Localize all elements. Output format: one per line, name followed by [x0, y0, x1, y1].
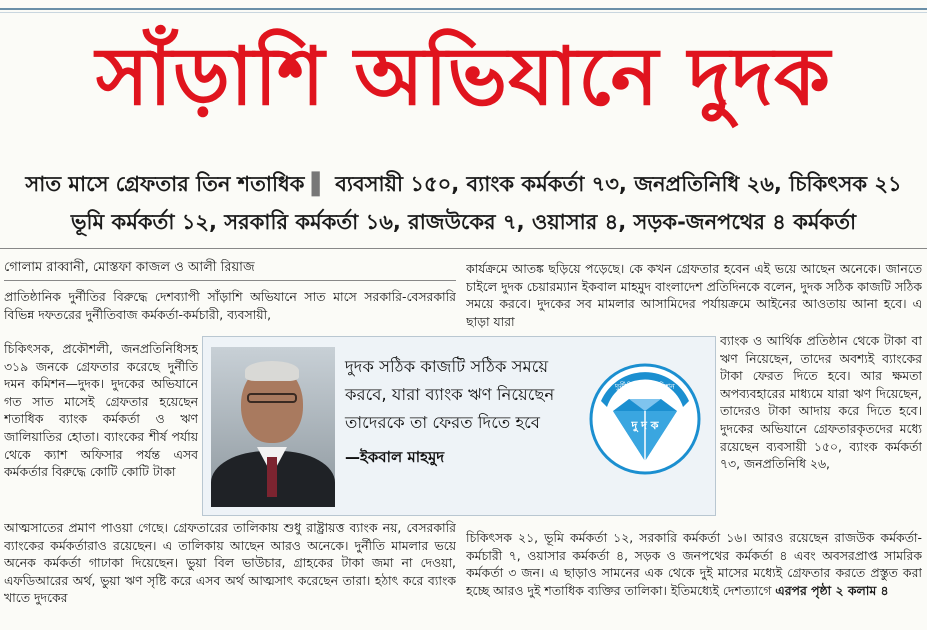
logo-ring-text: দুর্নীতি দমন কমিশন: [615, 382, 675, 391]
continuation-note: এরপর পৃষ্ঠা ২ কলাম ৪: [775, 582, 889, 598]
headline: সাঁড়াশি অভিযানে দুদক: [95, 30, 832, 123]
portrait-photo: [211, 347, 335, 507]
subheadline-line-2: ভূমি কর্মকর্তা ১২, সরকারি কর্মকর্তা ১৬, রাজউকের ৭, ওয়াসার ৪, সড়ক-জনপথের ৪ কর্মকর্তা: [70, 210, 857, 234]
section-rule: [0, 248, 927, 249]
pull-quote-text: দুদক সঠিক কাজটি সঠিক সময়ে করবে, যারা ব্যাংক ঋণ নিয়েছেন তাদেরকে তা ফেরত দিতে হবে: [345, 357, 555, 432]
byline-rule: [4, 280, 456, 281]
subheadline-part-b: ব্যবসায়ী ১৫০, ব্যাংক কর্মকর্তা ৭৩, জনপ্রতিনিধি ২৬, চিকিৎসক ২১: [335, 172, 902, 196]
acc-logo: [587, 349, 703, 499]
pull-quote: [345, 353, 571, 471]
subheadline-line-1: [0, 168, 927, 203]
top-rule: [0, 8, 927, 10]
body-right-top: কার্যক্রমে আতঙ্ক ছড়িয়ে পড়েছে। কে কখন গ্রেফতার হবেন এই ভয়ে আছেন অনেকে। জানতে চাইলে দুদক চেয়ারম্যান ইকবাল মাহমুদ বাংলাদেশ প্রতিদিনকে বলেন, দুদক সঠিক কাজটি সঠিক সময়ে করবে। দুদকের সব মামলার আসামিদের পর্যায়ক্রমে আইনের আওতায় আনা হবে। এ ছাড়া যারা: [466, 261, 922, 329]
body-left-side: চিকিৎসক, প্রকৌশলী, জনপ্রতিনিধিসহ ৩১৯ জনকে গ্রেফতার করেছে দুর্নীতি দমন কমিশন—দুদক। দুদকের অভিযানে গত সাত মাসেই গ্রেফতার হয়েছেন শতাধিক ব্যাংক কর্মকর্তা ও ঋণ জালিয়াতির হোতা। ব্যাংকের শীর্ষ পর্যায় থেকে ক্যাশ অফিসার পর্যন্ত এসব কর্মকর্তার বিরুদ্ধে কোটি কোটি টাকা: [4, 341, 198, 480]
subheadline-part-a: সাত মাসে গ্রেফতার তিন শতাধিক: [25, 172, 305, 196]
top-rule-thin: [0, 12, 927, 13]
body-right-bottom-text: চিকিৎসক ২১, ভূমি কর্মকর্তা ১২, সরকারি কর্মকর্তা ১৬। আরও রয়েছেন রাজউক কর্মকর্তা-কর্মচারী ৭, ওয়াসার কর্মকর্তা ৪, সড়ক ও জনপথের কর্মকর্তা ৪ এবং অবসরপ্রাপ্ত সামরিক কর্মকর্তা ৩ জন। এ ছাড়াও সামনের এক থেকে দুই মাসের মধ্যেই গ্রেফতার করতে প্রস্তুত করা হচ্ছে আরও দুই শতাধিক ব্যক্তির তালিকা। ইতিমধ্যেই দেশত্যাগে: [466, 530, 922, 598]
diamond-logo-icon: [587, 349, 703, 499]
body-right-side: ব্যাংক ও আর্থিক প্রতিষ্ঠান থেকে টাকা বা ঋণ নিয়েছেন, তাদের অবশ্যই ব্যাংকের টাকা ফেরত দিতে হবে। আর ক্ষমতা অপব্যবহারের মাধ্যমে যারা ঋণ দিয়েছেন, তাদেরও টাকা আদায় করে দিতে হবে। দুদকের অভিযানে গ্রেফতারকৃতদের মধ্যে রয়েছেন ব্যবসায়ী ১৫০, ব্যাংক কর্মকর্তা ৭৩, জনপ্রতিনিধি ২৬,: [720, 333, 922, 472]
body-left-top: প্রাতিষ্ঠানিক দুর্নীতির বিরুদ্ধে দেশব্যাপী সাঁড়াশি অভিযানে সাত মাসে সরকারি-বেসরকারি বিভিন্ন দফতরের দুর্নীতিবাজ কর্মকর্তা-কর্মচারী, ব্যবসায়ী,: [4, 289, 456, 322]
body-left-bottom: আত্মসাতের প্রমাণ পাওয়া গেছে। গ্রেফতারের তালিকায় শুধু রাষ্ট্রায়ত্ত ব্যাংক নয়, বেসরকারি ব্যাংকের কর্মকর্তারাও রয়েছেন। এ তালিকায় আছেন আরও অনেকে। দুর্নীতি মামলার ভয়ে অনেক কর্মকর্তা গাঢাকা দিয়েছেন। ভুয়া বিল ভাউচার, গ্রাহকের টাকা জমা না দেওয়া, এফডিআরের অর্থ, ভুয়া ঋণ সৃষ্টি করে এসব অর্থ আত্মসাৎ করেছেন তারা। হঠাৎ করে ব্যাংক খাতে দুদকের: [4, 520, 456, 606]
pull-quote-attribution: —ইকবাল মাহমুদ: [345, 448, 445, 466]
subheadline-separator: ▌: [311, 172, 328, 196]
body-right-bottom: [466, 529, 922, 627]
portrait-glasses: [247, 393, 297, 403]
quote-box: [202, 336, 716, 516]
byline: গোলাম রাব্বানী, মোস্তফা কাজল ও আলী রিয়াজ: [4, 260, 255, 275]
logo-center-text: দু দ ক: [631, 419, 659, 432]
portrait-tie: [267, 457, 277, 497]
portrait-hair: [245, 361, 299, 381]
